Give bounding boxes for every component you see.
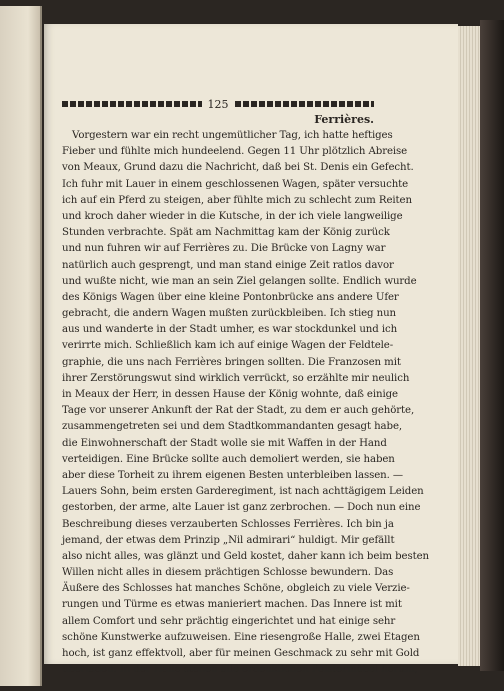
text-line: verirrte mich. Schließlich kam ich auf einige Wagen der Feldtele- — [62, 340, 394, 352]
text-line: ich auf ein Pferd zu steigen, aber fühlte mich zu schlecht zum Reiten — [62, 194, 412, 206]
page-edges — [458, 26, 480, 666]
text-line: Lauers Sohn, beim ersten Garderegiment, ist nach achttägigem Leiden — [62, 486, 424, 498]
text-line: hoch, ist ganz effektvoll, aber für meinen Geschmack zu sehr mit Gold — [62, 648, 420, 659]
text-line: aber diese Torheit zu ihrem eigenen Besten unterbleiben lassen. — — [62, 469, 403, 481]
text-line: Äußere des Schlosses hat manches Schöne, obgleich zu viele Verzie- — [62, 583, 410, 595]
text-line: also nicht alles, was glänzt und Geld kostet, daher kann ich beim besten — [62, 550, 429, 562]
text-line: die Einwohnerschaft der Stadt wolle sie mit Waffen in der Hand — [62, 437, 387, 449]
text-line: zusammengetreten sei und dem Stadtkommandanten gesagt habe, — [62, 421, 403, 433]
text-line: schöne Kunstwerke aufzuweisen. Eine riesengroße Halle, zwei Etagen — [62, 631, 420, 643]
text-line: gestorben, der arme, alte Lauer ist ganz zerbrochen. — Doch nun eine — [62, 502, 421, 514]
text-line: und nun fuhren wir auf Ferrières zu. Die Brücke von Lagny war — [62, 243, 386, 255]
text-line: jemand, der etwas dem Prinzip „Nil admirari“ huldigt. Mir gefällt — [62, 534, 395, 546]
text-line: Vorgestern war ein recht ungemütlicher Tag, ich hatte heftiges — [72, 130, 393, 141]
left-page-edge — [0, 6, 42, 686]
text-line: Willen nicht alles in diesem prächtigen Schlosse bewundern. Das — [62, 567, 394, 579]
text-line: Ich fuhr mit Lauer in einem geschlossenen Wagen, später versuchte — [62, 178, 409, 190]
text-line: graphie, die uns nach Ferrières bringen sollten. Die Franzosen mit — [62, 356, 401, 368]
header-rule-right — [235, 101, 375, 107]
text-line: des Königs Wagen über eine kleine Pontonbrücke ans andere Ufer — [62, 291, 399, 303]
body-text — [62, 128, 429, 678]
text-line: aus und wanderte in der Stadt umher, es war stockdunkel und ich — [62, 324, 398, 336]
page-number: 125 — [207, 97, 229, 111]
text-line: Fieber und fühlte mich hundeelend. Gegen 11 Uhr plötzlich Abreise — [62, 146, 408, 158]
header-rule-left — [62, 101, 202, 107]
text-line: und wußte nicht, wie man an sein Ziel gelangen sollte. Endlich wurde — [62, 275, 417, 287]
text-line: Beschreibung dieses verzauberten Schlosses Ferrières. Ich bin ja — [62, 518, 394, 530]
text-line: in Meaux der Herr, in dessen Hause der König wohnte, daß einige — [62, 389, 398, 400]
text-line: gebracht, die andern Wagen mußten zurückbleiben. Ich stieg nun — [62, 308, 396, 320]
text-line: Stunden verbrachte. Spät am Nachmittag kam der König zurück — [62, 227, 390, 239]
text-line: Tage vor unserer Ankunft der Rat der Stadt, zu dem er auch gehörte, — [62, 405, 415, 417]
book-cover-edge — [480, 20, 504, 671]
text-line: von Meaux, Grund dazu die Nachricht, daß bei St. Denis ein Gefecht. — [62, 162, 414, 174]
text-line: natürlich auch gesprengt, und man stand einige Zeit ratlos davor — [62, 259, 394, 271]
text-line: ihrer Zerstörungswut sind wirklich verrückt, so erzählte mir neulich — [62, 372, 410, 384]
text-line: verteidigen. Eine Brücke sollte auch demoliert werden, sie haben — [62, 453, 395, 465]
text-line: überladen. In der Halle stehen alle erdenklichen Polstermöbel herum, — [62, 664, 418, 676]
running-head: Ferrières. — [314, 113, 374, 126]
text-line: allem Comfort und sehr prächtig eingerichtet und hat einige sehr — [62, 615, 396, 627]
text-line: rungen und Türme es etwas manieriert machen. Das Innere ist mit — [62, 599, 402, 611]
text-line: und kroch daher wieder in die Kutsche, in der ich viele langweilige — [62, 210, 403, 222]
page-header — [62, 97, 374, 111]
